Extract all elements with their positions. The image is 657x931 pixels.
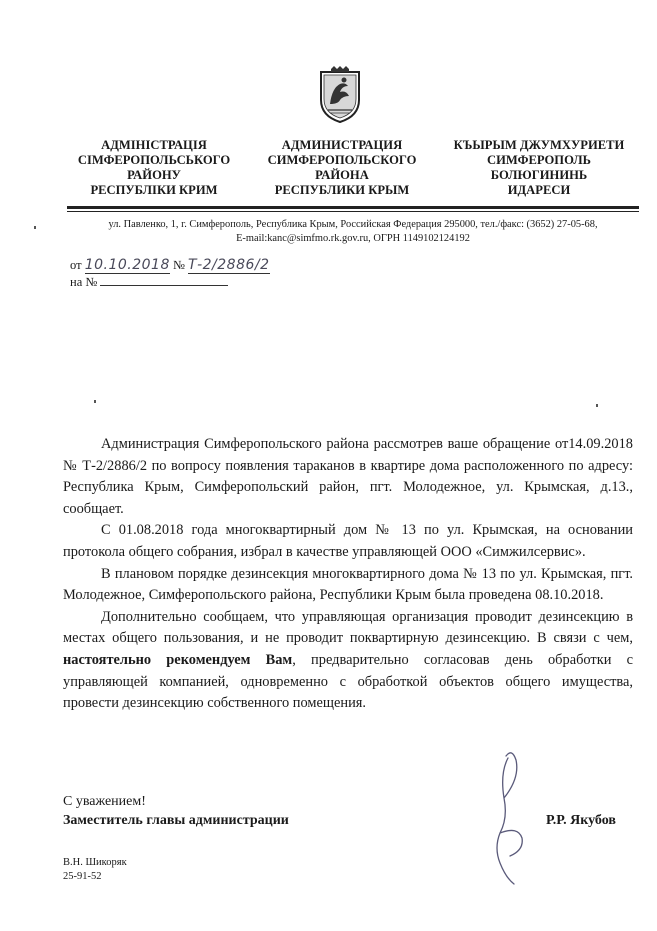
registration-date: 10.10.2018 — [84, 257, 170, 273]
header-ru-line: СИМФЕРОПОЛЬСКОГО — [267, 153, 417, 167]
signatory-name: Р.Р. Якубов — [546, 813, 616, 828]
on-number-label: на № — [70, 275, 98, 289]
registration-number: Т-2/2886/2 — [188, 257, 270, 273]
paragraph-text: Дополнительно сообщаем, что управляющая организация проводит дезинсекцию в местах общего пользования, и не проводит поквартирную дезинсекцию. В связи с чем, — [63, 608, 633, 647]
closing-regards: С уважением! — [63, 794, 146, 809]
incoming-number-blank — [100, 274, 228, 286]
contact-line: E-mail:kanc@simfmo.rk.gov.ru, ОГРН 1149102124192 — [236, 233, 470, 244]
header-ua-line: РАЙОНУ — [127, 168, 181, 182]
header-ua-line: СІМФЕРОПОЛЬСЬКОГО — [77, 153, 231, 167]
header-russian — [256, 138, 428, 198]
header-divider-thick — [67, 206, 639, 209]
header-crimean-tatar — [444, 138, 634, 198]
number-label: № — [172, 258, 185, 272]
header-cr-line: СИМФЕРОПОЛЬ — [487, 153, 591, 167]
from-label: от — [70, 258, 82, 272]
header-ua-line: АДМІНІСТРАЦІЯ — [101, 138, 207, 152]
emphasis-text: настоятельно рекомендуем Вам — [63, 651, 293, 668]
crimea-emblem-icon — [318, 66, 362, 124]
paragraph-text: , предварительно согласовав день обработки с управляющей компанией, одновременно с обработкой объектов общего имущества, провести дезинсекцию собственного помещения. — [63, 651, 633, 712]
address-block — [70, 218, 636, 246]
scan-speck — [596, 404, 598, 407]
paragraph — [63, 607, 633, 715]
header-cr-line: БОЛЮГИНИНЬ — [490, 168, 588, 182]
scan-speck — [34, 226, 36, 229]
signatory-title: Заместитель главы администрации — [63, 813, 289, 828]
executor-phone: 25-91-52 — [63, 871, 102, 882]
outgoing-registration — [70, 257, 270, 274]
scan-speck — [94, 400, 96, 403]
header-ru-line: РАЙОНА — [315, 168, 369, 182]
header-ru-line: РЕСПУБЛИКИ КРЫМ — [274, 183, 410, 197]
header-ru-line: АДМИНИСТРАЦИЯ — [281, 138, 403, 152]
letter-body — [63, 434, 633, 715]
header-divider-thin — [67, 211, 639, 212]
header-ukrainian — [68, 138, 240, 198]
paragraph: В плановом порядке дезинсекция многоквартирного дома № 13 по ул. Крымская, пгт. Молодежное, Симферопольского района, Республики Крым была проведена 08.10.2018. — [63, 565, 633, 604]
incoming-registration — [70, 274, 228, 290]
header-cr-line: КЪЫРЫМ ДЖУМХУРИЕТИ — [453, 138, 625, 152]
header-ua-line: РЕСПУБЛІКИ КРИМ — [90, 183, 218, 197]
executor-name: В.Н. Шикоряк — [63, 857, 127, 868]
paragraph: Администрация Симферопольского района рассмотрев ваше обращение от14.09.2018 № Т-2/2886/2 по вопросу появления тараканов в квартире дома расположенного по адресу: Республика Крым, Симферопольский район, пгт. Молодежное, ул. Крымская, д.13., сообщает. — [63, 436, 633, 517]
paragraph: С 01.08.2018 года многоквартирный дом № 13 по ул. Крымская, на основании протокола общего собрания, избрал в качестве управляющей ООО «Симжилсервис». — [63, 522, 633, 560]
address-line: ул. Павленко, 1, г. Симферополь, Республика Крым, Российская Федерация 295000, тел./факс: (3652) 27-05-68, — [108, 219, 598, 230]
header-cr-line: ИДАРЕСИ — [507, 183, 571, 197]
